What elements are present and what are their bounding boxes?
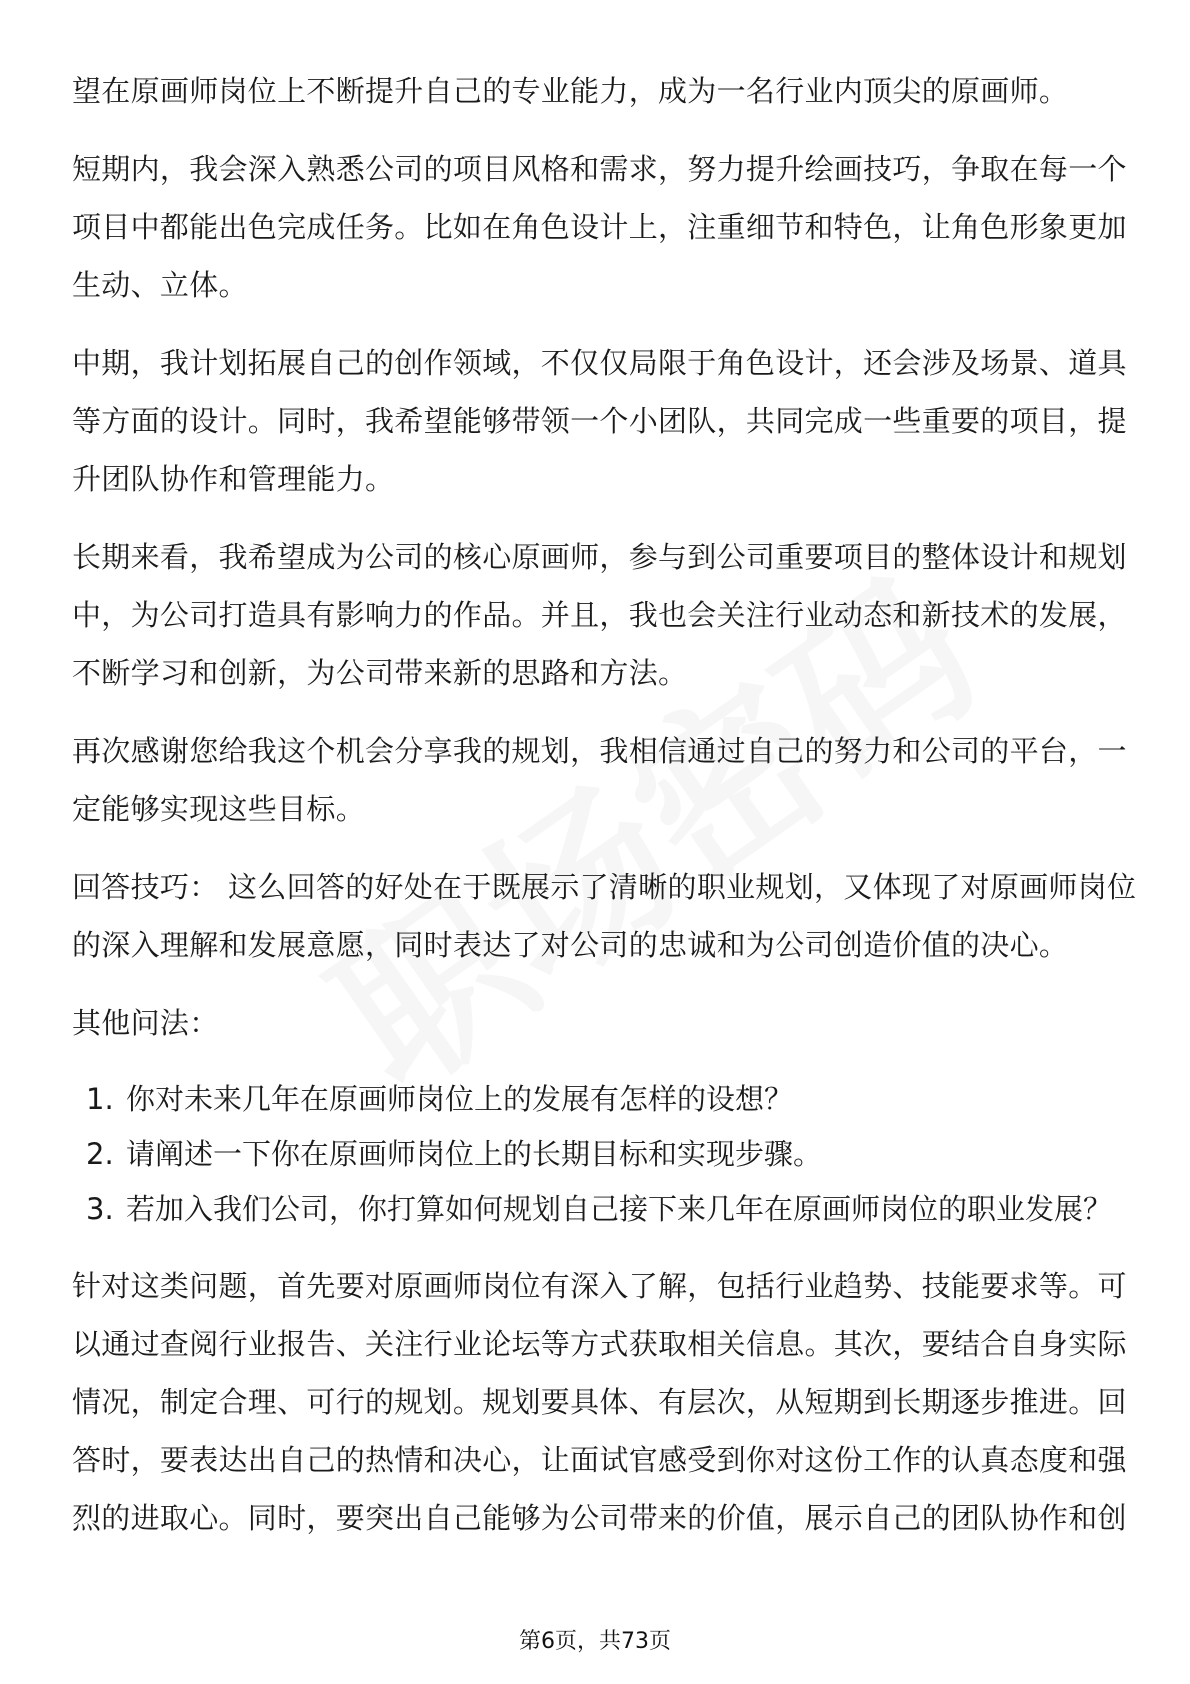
paragraph-other-questions-heading [72, 994, 1120, 1052]
text-line: 回答技巧： 这么回答的好处在于既展示了清晰的职业规划，又体现了对原画师岗位 [72, 870, 1137, 904]
paragraph-short-term [72, 140, 1127, 314]
paragraph-answer-tips [72, 858, 1137, 974]
text-line: 等方面的设计。同时，我希望能够带领一个小团队，共同完成一些重要的项目，提 [72, 404, 1127, 438]
document-body [72, 62, 1137, 1547]
text-line: 针对这类问题，首先要对原画师岗位有深入了解，包括行业趋势、技能要求等。可 [72, 1269, 1127, 1303]
text-line: 情况，制定合理、可行的规划。规划要具体、有层次，从短期到长期逐步推进。回 [72, 1385, 1127, 1419]
paragraph-career-goal [72, 62, 1120, 120]
list-item-number: 1. [86, 1082, 114, 1116]
text-line: 的深入理解和发展意愿，同时表达了对公司的忠诚和为公司创造价值的决心。 [72, 928, 1069, 962]
text-line: 其他问法： [72, 1006, 219, 1040]
paragraph-long-term [72, 528, 1127, 702]
text-line: 生动、立体。 [72, 268, 248, 302]
list-item [72, 1182, 1120, 1237]
list-item-number: 3. [86, 1192, 114, 1226]
paragraph-guidance [72, 1257, 1127, 1547]
list-item [72, 1072, 1120, 1127]
text-line: 再次感谢您给我这个机会分享我的规划，我相信通过自己的努力和公司的平台，一 [72, 734, 1127, 768]
paragraph-mid-term [72, 334, 1127, 508]
text-line: 中，为公司打造具有影响力的作品。并且，我也会关注行业动态和新技术的发展， [72, 598, 1127, 632]
paragraph-thanks [72, 722, 1127, 838]
text-line: 不断学习和创新，为公司带来新的思路和方法。 [72, 656, 688, 690]
text-line: 望在原画师岗位上不断提升自己的专业能力，成为一名行业内顶尖的原画师。 [72, 74, 1069, 108]
text-line: 长期来看，我希望成为公司的核心原画师，参与到公司重要项目的整体设计和规划 [72, 540, 1127, 574]
text-line: 短期内，我会深入熟悉公司的项目风格和需求，努力提升绘画技巧，争取在每一个 [72, 152, 1127, 186]
text-line: 升团队协作和管理能力。 [72, 462, 395, 496]
text-line: 中期，我计划拓展自己的创作领域，不仅仅局限于角色设计，还会涉及场景、道具 [72, 346, 1127, 380]
list-item-text: 请阐述一下你在原画师岗位上的长期目标和实现步骤。 [126, 1137, 823, 1171]
text-line: 答时，要表达出自己的热情和决心，让面试官感受到你对这份工作的认真态度和强 [72, 1443, 1127, 1477]
text-line: 烈的进取心。同时，要突出自己能够为公司带来的价值，展示自己的团队协作和创 [72, 1501, 1127, 1535]
page-number-footer: 第6页，共73页 [519, 1629, 671, 1654]
list-item-text: 你对未来几年在原画师岗位上的发展有怎样的设想？ [126, 1082, 794, 1116]
other-questions-list [72, 1072, 1120, 1237]
list-item-number: 2. [86, 1137, 114, 1171]
text-line: 定能够实现这些目标。 [72, 792, 366, 826]
text-line: 项目中都能出色完成任务。比如在角色设计上，注重细节和特色，让角色形象更加 [72, 210, 1127, 244]
list-item-text: 若加入我们公司，你打算如何规划自己接下来几年在原画师岗位的职业发展？ [126, 1192, 1113, 1226]
list-item [72, 1127, 1120, 1182]
text-line: 以通过查阅行业报告、关注行业论坛等方式获取相关信息。其次，要结合自身实际 [72, 1327, 1127, 1361]
